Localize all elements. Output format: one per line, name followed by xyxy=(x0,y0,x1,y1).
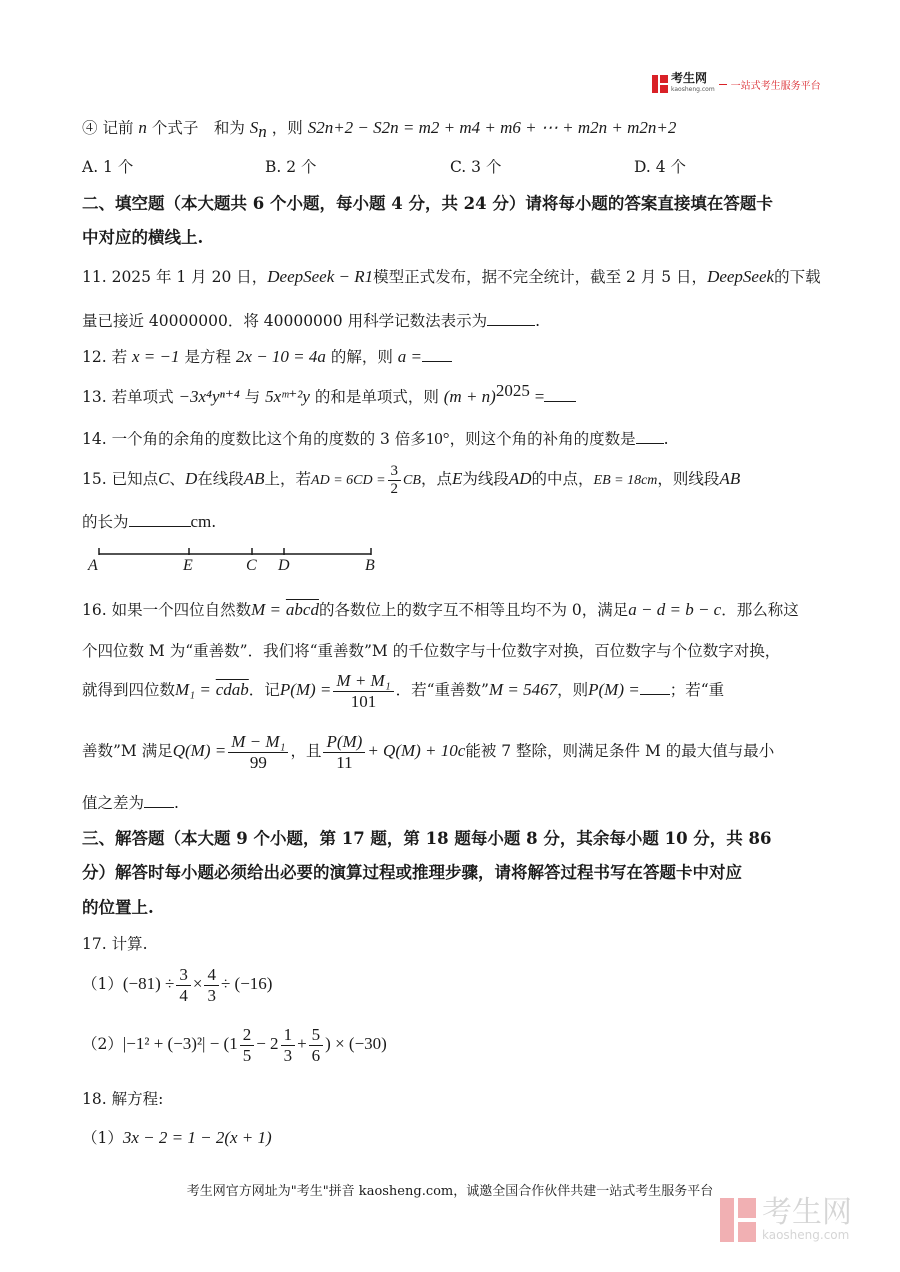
label-c: C xyxy=(246,557,257,574)
header-slogan: 一站式考生服务平台 xyxy=(730,80,821,92)
q16-line5: 值之差为 . xyxy=(82,791,179,814)
footer-text: 考生网官方网址为"考生"拼音 kaosheng.com，诚邀全国合作伙伴共建一站式考生服务平台 xyxy=(186,1184,714,1199)
fraction: $\frac{3}{2}$ xyxy=(388,463,402,498)
q18-title: 18. 解方程: xyxy=(82,1090,164,1108)
logo-subtext: kaosheng.com xyxy=(671,86,715,93)
fraction: $\frac{5}{6}$ xyxy=(309,1025,324,1066)
label-e: E xyxy=(183,557,193,574)
option-b: B. 2 个 xyxy=(265,158,317,176)
q17-part1: （1）(−81) ÷ $\frac{3}{4}$ × $\frac{4}{3}$ ÷ (−16) xyxy=(82,964,273,1005)
q17-title: 17. 计算. xyxy=(82,935,148,953)
q10-item-4: ④ 记前 n 个式子 和为 $S_n$ ，则 S2n+2 − S2n = m2 + m4 + m6 + ⋯ + m2n + m2n+2 xyxy=(82,118,677,142)
q17-part2: （2）|−1² + (−3)²| − (1 $\frac{2}{5}$ − 2 $\frac{1}{3}$ + $\frac{5}{6}$ ) × (−30) xyxy=(82,1024,387,1065)
label-d: D xyxy=(278,557,290,574)
q16-line4: 善数”M 满足Q(M) = $\frac{\text{M − M₁}}{99}$ ，且 $\frac{P(M)}{11}$ + Q(M) + 10c能被 7 整除，则满足条件 M 的最大值与最小 xyxy=(82,731,775,772)
logo-dash xyxy=(719,84,727,85)
fraction: $\frac{\text{M + M₁}}{101}$ xyxy=(333,671,393,712)
q12: 12. 若 x = −1 是方程 2x − 10 = 4a 的解，则 a = xyxy=(82,345,452,368)
fraction: $\frac{4}{3}$ xyxy=(204,965,219,1006)
q15-line2: 的长为 cm. xyxy=(82,512,217,531)
option-d: D. 4 个 xyxy=(634,158,687,176)
answer-blank xyxy=(129,510,191,527)
section3-title-line1: 三、解答题（本大题 9 个小题，第 17 题，第 18 题每小题 8 分，其余每小题 10 分，共 86 xyxy=(82,829,772,848)
watermark-logo-icon xyxy=(720,1198,756,1242)
section3-title-line2: 分）解答时每小题必须给出必要的演算过程或推理步骤，请将解答过程书写在答题卡中对应 xyxy=(82,863,742,882)
header-logo xyxy=(652,72,821,96)
answer-blank xyxy=(544,385,576,402)
fraction: $\frac{3}{4}$ xyxy=(176,965,191,1006)
answer-blank xyxy=(144,791,174,808)
sum-expression: S2n+2 − S2n = m2 + m4 + m6 + ⋯ + m2n + m2n+2 xyxy=(307,118,677,137)
fraction: $\frac{\text{M − M₁}}{99}$ xyxy=(228,732,288,773)
q16-line3: 就得到四位数M₁ = cdab．记P(M) = $\frac{\text{M + M₁}}{101}$ ．若“重善数”M = 5467，则P(M) = ；若“重 xyxy=(82,670,725,711)
watermark-subtext: kaosheng.com xyxy=(762,1228,850,1242)
section2-title-line1: 二、填空题（本大题共 6 个小题，每小题 4 分，共 24 分）请将每小题的答案直接填在答题卡 xyxy=(82,194,773,213)
q18-part1: （1）3x − 2 = 1 − 2(x + 1) xyxy=(82,1128,272,1147)
watermark xyxy=(720,1195,852,1242)
option-c: C. 3 个 xyxy=(450,158,502,176)
watermark-text: 考生网 xyxy=(762,1195,852,1230)
fraction: $\frac{1}{3}$ xyxy=(281,1025,296,1066)
q14: 14. 一个角的余角的度数比这个角的度数的 3 倍多10°，则这个角的补角的度数是 . xyxy=(82,429,669,448)
answer-blank xyxy=(487,309,535,326)
label-b: B xyxy=(365,557,375,574)
fraction: $\frac{P(M)}{11}$ xyxy=(323,732,365,773)
q16-line1: 16. 如果一个四位自然数M = abcd的各数位上的数字互不相等且均不为 0，满足a − d = b − c．那么称这 xyxy=(82,600,799,619)
section2-title-line2: 中对应的横线上. xyxy=(82,228,204,247)
circled-four: ④ xyxy=(82,119,98,137)
q11-line1: 11. 2025 年 1 月 20 日，DeepSeek − R1模型正式发布，据不完全统计，截至 2 月 5 日，DeepSeek的下载 xyxy=(82,267,821,286)
q16-line2: 个四位数 M 为“重善数”．我们将“重善数”M 的千位数字与十位数字对换，百位数字与个位数字对换， xyxy=(82,642,781,660)
fraction: $\frac{2}{5}$ xyxy=(240,1025,255,1066)
answer-blank xyxy=(636,427,664,444)
logo-icon xyxy=(652,75,668,93)
answer-blank xyxy=(640,678,670,695)
q11-line2: 量已接近 40000000．将 40000000 用科学记数法表示为 . xyxy=(82,309,540,332)
logo-text: 考生网 xyxy=(671,71,708,85)
option-a: A. 1 个 xyxy=(82,158,134,176)
segment-figure xyxy=(85,545,385,585)
answer-blank xyxy=(422,345,452,362)
q15-line1: 15. 已知点C、D在线段AB上，若AD = 6CD = $\frac{3}{2}$ CB，点E为线段AD的中点，EB = 18cm，则线段AB xyxy=(82,462,741,497)
section3-title-line3: 的位置上. xyxy=(82,898,154,917)
label-a: A xyxy=(88,557,98,574)
q13: 13. 若单项式 −3x⁴yⁿ⁺⁴ 与 5xᵐ⁺²y 的和是单项式，则 $(m + n)^{2025}$ = xyxy=(82,385,576,408)
